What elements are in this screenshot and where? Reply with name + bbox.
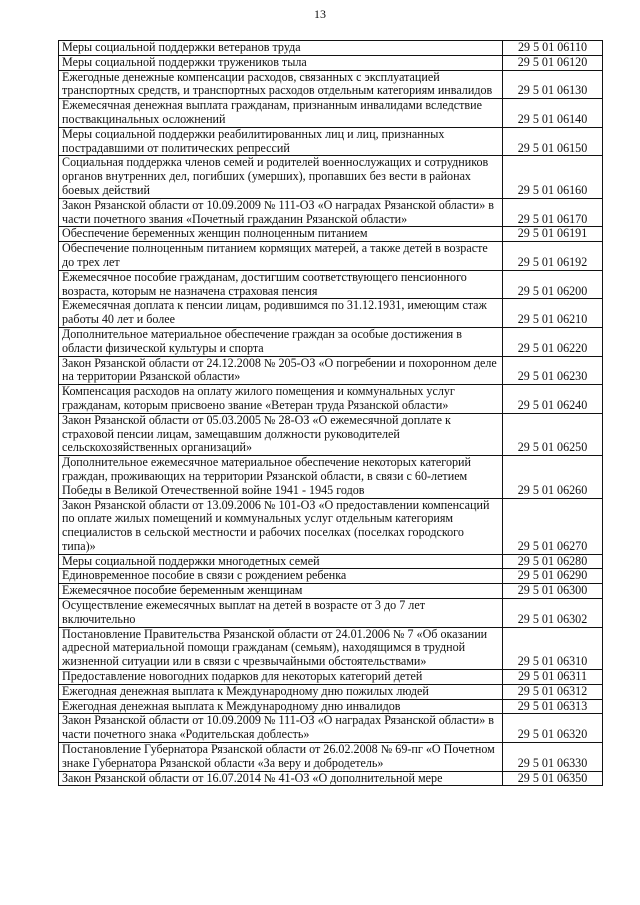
expense-item-name: Дополнительное материальное обеспечение граждан за особые достижения в области физической культуры и спорта	[59, 327, 503, 356]
table-row	[59, 584, 603, 599]
expense-item-name: Меры социальной поддержки ветеранов труда	[59, 41, 503, 56]
table-row	[59, 714, 603, 743]
expense-item-name: Закон Рязанской области от 10.09.2009 № 111-ОЗ «О наградах Рязанской области» в части почетного звания «Почетный гражданин Рязанской области»	[59, 198, 503, 227]
expense-item-name: Закон Рязанской области от 05.03.2005 № 28-ОЗ «О ежемесячной доплате к страховой пенсии лицам, замещавшим должности руководителей сельскохозяйственных организаций»	[59, 413, 503, 455]
table-row	[59, 771, 603, 786]
table-row	[59, 227, 603, 242]
table-row	[59, 413, 603, 455]
table-row	[59, 356, 603, 385]
expense-item-name: Ежегодная денежная выплата к Международному дню инвалидов	[59, 699, 503, 714]
expense-item-name: Ежемесячная доплата к пенсии лицам, родившимся по 31.12.1931, имеющим стаж работы 40 лет и более	[59, 299, 503, 328]
classification-code: 29 5 01 06311	[503, 670, 603, 685]
expense-item-name: Предоставление новогодних подарков для некоторых категорий детей	[59, 670, 503, 685]
classification-code: 29 5 01 06160	[503, 156, 603, 198]
classification-code: 29 5 01 06210	[503, 299, 603, 328]
table-row	[59, 327, 603, 356]
page-number: 13	[314, 7, 326, 21]
classification-code: 29 5 01 06320	[503, 714, 603, 743]
expense-item-name: Осуществление ежемесячных выплат на детей в возрасте от 3 до 7 лет включительно	[59, 599, 503, 628]
classification-code: 29 5 01 06313	[503, 699, 603, 714]
table-row	[59, 743, 603, 772]
classification-code: 29 5 01 06220	[503, 327, 603, 356]
classification-code: 29 5 01 06170	[503, 198, 603, 227]
classification-code: 29 5 01 06302	[503, 599, 603, 628]
table-row	[59, 242, 603, 271]
expense-item-name: Ежемесячное пособие беременным женщинам	[59, 584, 503, 599]
expense-item-name: Закон Рязанской области от 10.09.2009 № 111-ОЗ «О наградах Рязанской области» в части почетного знака «Родительская доблесть»	[59, 714, 503, 743]
table-row	[59, 299, 603, 328]
table-row	[59, 670, 603, 685]
classification-code: 29 5 01 06140	[503, 99, 603, 128]
budget-code-table	[58, 40, 603, 786]
table-row	[59, 498, 603, 554]
table-row	[59, 198, 603, 227]
table-row	[59, 456, 603, 498]
table-row	[59, 127, 603, 156]
classification-code: 29 5 01 06290	[503, 569, 603, 584]
table-row	[59, 627, 603, 669]
classification-code: 29 5 01 06110	[503, 41, 603, 56]
classification-code: 29 5 01 06130	[503, 70, 603, 99]
expense-item-name: Дополнительное ежемесячное материальное обеспечение некоторых категорий граждан, проживающих на территории Рязанской области, в связи с 60-летием Победы в Великой Отечественной войне 1941 - 1945 годов	[59, 456, 503, 498]
expense-item-name: Меры социальной поддержки многодетных семей	[59, 554, 503, 569]
classification-code: 29 5 01 06120	[503, 55, 603, 70]
classification-code: 29 5 01 06230	[503, 356, 603, 385]
table-row	[59, 385, 603, 414]
table-row	[59, 70, 603, 99]
table-row	[59, 41, 603, 56]
classification-code: 29 5 01 06300	[503, 584, 603, 599]
expense-item-name: Ежемесячная денежная выплата гражданам, признанным инвалидами вследствие поствакцинальных осложнений	[59, 99, 503, 128]
table-row	[59, 55, 603, 70]
expense-item-name: Обеспечение беременных женщин полноценным питанием	[59, 227, 503, 242]
classification-code: 29 5 01 06330	[503, 743, 603, 772]
expense-item-name: Закон Рязанской области от 24.12.2008 № 205-ОЗ «О погребении и похоронном деле на территории Рязанской области»	[59, 356, 503, 385]
table-row	[59, 699, 603, 714]
classification-code: 29 5 01 06200	[503, 270, 603, 299]
classification-code: 29 5 01 06280	[503, 554, 603, 569]
expense-item-name: Ежегодная денежная выплата к Международному дню пожилых людей	[59, 684, 503, 699]
classification-code: 29 5 01 06312	[503, 684, 603, 699]
table-row	[59, 99, 603, 128]
expense-item-name: Компенсация расходов на оплату жилого помещения и коммунальных услуг гражданам, которым присвоено звание «Ветеран труда Рязанской области»	[59, 385, 503, 414]
expense-item-name: Социальная поддержка членов семей и родителей военнослужащих и сотрудников органов внутренних дел, погибших (умерших), пропавших без вести в районах боевых действий	[59, 156, 503, 198]
expense-item-name: Ежегодные денежные компенсации расходов, связанных с эксплуатацией транспортных средств, и транспортных расходов отдельным категориям инвалидов	[59, 70, 503, 99]
expense-item-name: Постановление Губернатора Рязанской области от 26.02.2008 № 69-пг «О Почетном знаке Губернатора Рязанской области «За веру и добродетель»	[59, 743, 503, 772]
expense-item-name: Закон Рязанской области от 13.09.2006 № 101-ОЗ «О предоставлении компенсаций по оплате жилых помещений и коммунальных услуг отдельным категориям специалистов в сельской местности и рабочих поселках (поселках городского типа)»	[59, 498, 503, 554]
classification-code: 29 5 01 06250	[503, 413, 603, 455]
classification-code: 29 5 01 06192	[503, 242, 603, 271]
expense-item-name: Обеспечение полноценным питанием кормящих матерей, а также детей в возрасте до трех лет	[59, 242, 503, 271]
classification-code: 29 5 01 06270	[503, 498, 603, 554]
classification-code: 29 5 01 06240	[503, 385, 603, 414]
expense-item-name: Постановление Правительства Рязанской области от 24.01.2006 № 7 «Об оказании адресной материальной помощи гражданам (семьям), находящимся в трудной жизненной ситуации или в связи с чрезвычайными обстоятельствами»	[59, 627, 503, 669]
classification-code: 29 5 01 06191	[503, 227, 603, 242]
expense-item-name: Меры социальной поддержки тружеников тыла	[59, 55, 503, 70]
table-row	[59, 569, 603, 584]
classification-code: 29 5 01 06260	[503, 456, 603, 498]
classification-code: 29 5 01 06150	[503, 127, 603, 156]
expense-item-name: Меры социальной поддержки реабилитированных лиц и лиц, признанных пострадавшими от политических репрессий	[59, 127, 503, 156]
table-row	[59, 156, 603, 198]
expense-item-name: Ежемесячное пособие гражданам, достигшим соответствующего пенсионного возраста, которым не назначена страховая пенсия	[59, 270, 503, 299]
table-body	[59, 41, 603, 786]
table-row	[59, 684, 603, 699]
classification-code: 29 5 01 06350	[503, 771, 603, 786]
classification-code: 29 5 01 06310	[503, 627, 603, 669]
table-row	[59, 554, 603, 569]
expense-item-name: Закон Рязанской области от 16.07.2014 № 41-ОЗ «О дополнительной мере	[59, 771, 503, 786]
table-row	[59, 270, 603, 299]
expense-item-name: Единовременное пособие в связи с рождением ребенка	[59, 569, 503, 584]
table-row	[59, 599, 603, 628]
